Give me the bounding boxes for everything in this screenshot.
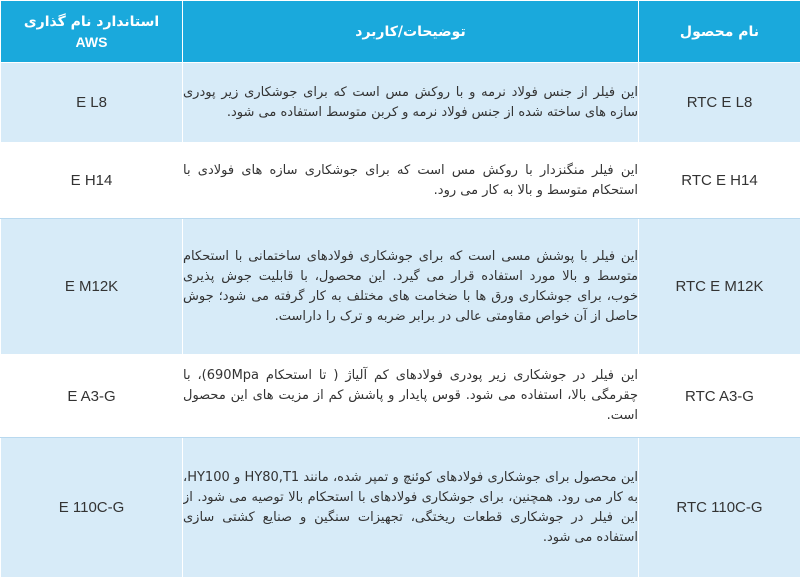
table-row: [1, 63, 800, 143]
table-row: [1, 355, 800, 438]
header-aws-standard-label: استاندارد نام گذاری: [1, 12, 182, 32]
aws-code: E H14: [1, 143, 183, 219]
header-aws-standard: [1, 1, 183, 63]
product-description: این فیلر منگنزدار با روکش مس است که برای جوشکاری سازه های فولادی با استحکام متوسط و بالا به کار می رود.: [183, 143, 639, 219]
product-code: RTC E M12K: [639, 219, 800, 355]
product-code: RTC A3-G: [639, 355, 800, 438]
table-row: [1, 143, 800, 219]
product-description: این محصول برای جوشکاری فولادهای کوئنچ و تمپر شده، مانند HY80,T1 و HY100، به کار می رود. همچنین، برای جوشکاری فولادهای با استحکام بالا توصیه می شود. از این فیلر در جوشکاری قطعات ریختگی، تجهیزات سنگین و صنایع کشتی سازی استفاده می شود.: [183, 438, 639, 578]
product-code: RTC E H14: [639, 143, 800, 219]
product-description: این فیلر از جنس فولاد نرمه و با روکش مس است که برای جوشکاری زیر پودری سازه های ساخته شده از جنس فولاد نرمه و کربن متوسط استفاده می شود.: [183, 63, 639, 143]
product-code: RTC E L8: [639, 63, 800, 143]
table-row: [1, 438, 800, 578]
aws-code: E L8: [1, 63, 183, 143]
header-description: توضیحات/کاربرد: [183, 1, 639, 63]
header-product-name: نام محصول: [639, 1, 800, 63]
aws-code: E 110C-G: [1, 438, 183, 578]
product-code: RTC 110C-G: [639, 438, 800, 578]
table-row: [1, 219, 800, 355]
aws-code: E M12K: [1, 219, 183, 355]
header-aws-label: AWS: [1, 32, 182, 52]
aws-code: E A3-G: [1, 355, 183, 438]
product-description: این فیلر در جوشکاری زیر پودری فولادهای کم آلیاژ ( تا استحکام 690Mpa)، با چقرمگی بالا، استفاده می شود. قوس پایدار و پاشش کم از مزیت های این محصول است.: [183, 355, 639, 438]
table-header-row: [1, 1, 800, 63]
product-description: این فیلر با پوشش مسی است که برای جوشکاری فولادهای ساختمانی با استحکام متوسط و بالا مورد استفاده قرار می گیرد. این محصول، با قابلیت جوش پذیری خوب، برای جوشکاری ورق ها با ضخامت های مختلف به کار گرفته می شود؛ جوش حاصل از آن خواص مقاومتی عالی در برابر ضربه و ترک را داراست.: [183, 219, 639, 355]
